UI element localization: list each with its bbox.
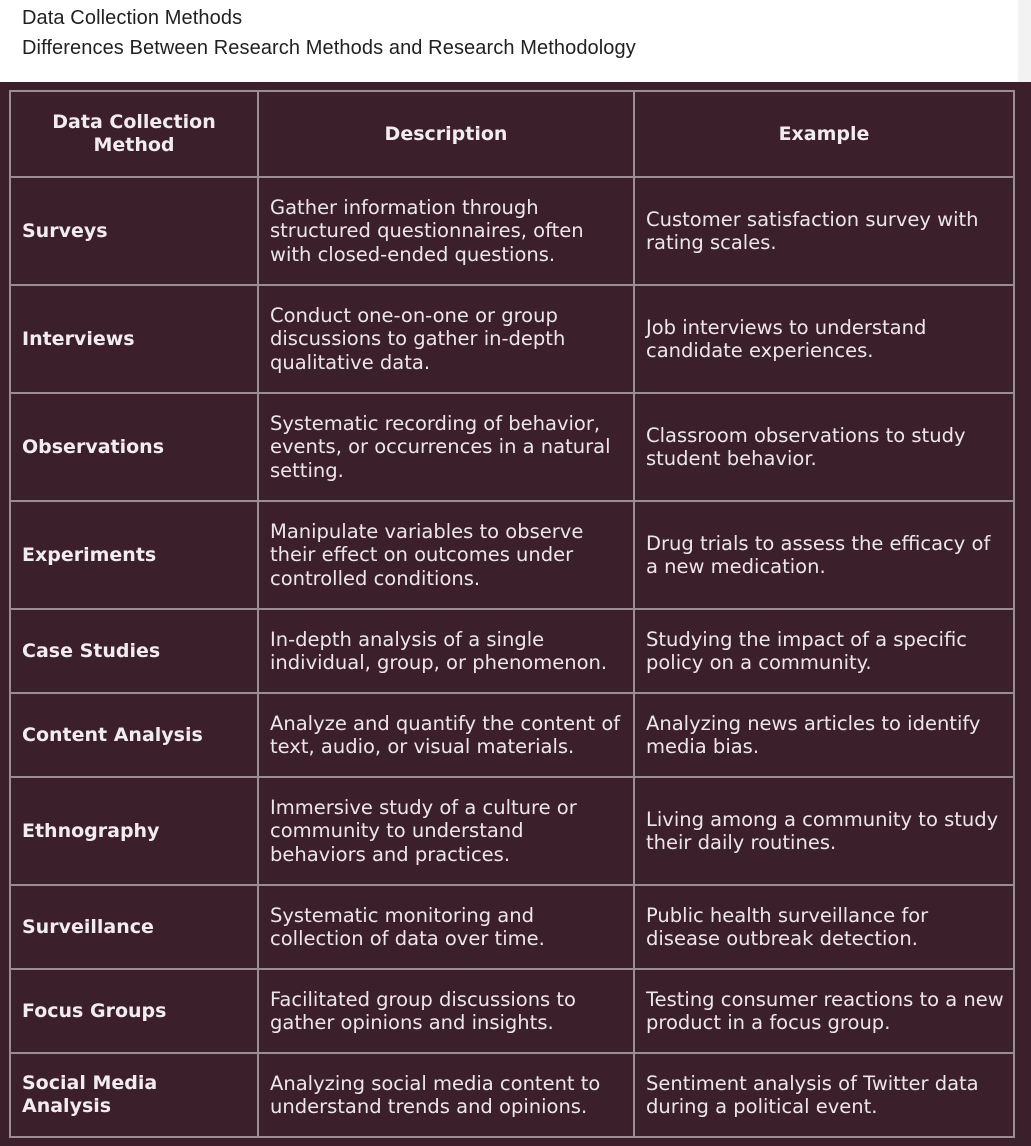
method-cell: Interviews: [10, 285, 258, 393]
description-cell: Immersive study of a culture or community to understand behaviors and practices.: [258, 777, 634, 885]
table-row: [10, 969, 1014, 1053]
method-cell: Focus Groups: [10, 969, 258, 1053]
column-header-example: Example: [634, 91, 1014, 177]
table-row: [10, 393, 1014, 501]
infographic-panel: [0, 82, 1031, 1146]
table-row: [10, 177, 1014, 285]
example-cell: Testing consumer reactions to a new product in a focus group.: [634, 969, 1014, 1053]
example-cell: Public health surveillance for disease outbreak detection.: [634, 885, 1014, 969]
method-cell: Observations: [10, 393, 258, 501]
description-cell: Systematic monitoring and collection of data over time.: [258, 885, 634, 969]
description-cell: Gather information through structured questionnaires, often with closed-ended questions.: [258, 177, 634, 285]
description-cell: Manipulate variables to observe their effect on outcomes under controlled conditions.: [258, 501, 634, 609]
description-cell: Facilitated group discussions to gather opinions and insights.: [258, 969, 634, 1053]
method-cell: Social Media Analysis: [10, 1053, 258, 1137]
description-cell: In-depth analysis of a single individual, group, or phenomenon.: [258, 609, 634, 693]
table-row: [10, 693, 1014, 777]
example-cell: Drug trials to assess the efficacy of a new medication.: [634, 501, 1014, 609]
table-row: [10, 609, 1014, 693]
example-cell: Customer satisfaction survey with rating scales.: [634, 177, 1014, 285]
method-cell: Surveillance: [10, 885, 258, 969]
description-cell: Analyze and quantify the content of text, audio, or visual materials.: [258, 693, 634, 777]
table-row: [10, 885, 1014, 969]
description-cell: Conduct one-on-one or group discussions to gather in-depth qualitative data.: [258, 285, 634, 393]
post-title: Data Collection Methods: [22, 7, 243, 29]
method-cell: Ethnography: [10, 777, 258, 885]
example-cell: Classroom observations to study student behavior.: [634, 393, 1014, 501]
description-cell: Systematic recording of behavior, events, or occurrences in a natural setting.: [258, 393, 634, 501]
example-cell: Job interviews to understand candidate experiences.: [634, 285, 1014, 393]
methods-table: [9, 90, 1015, 1138]
scroll-edge: [1018, 0, 1031, 82]
post-header: [0, 0, 1031, 82]
column-header-method: Data Collection Method: [10, 91, 258, 177]
table-row: [10, 777, 1014, 885]
method-cell: Content Analysis: [10, 693, 258, 777]
example-cell: Sentiment analysis of Twitter data during a political event.: [634, 1053, 1014, 1137]
column-header-description: Description: [258, 91, 634, 177]
table-row: [10, 1053, 1014, 1137]
post-subtitle: Differences Between Research Methods and Research Methodology: [22, 37, 636, 59]
method-cell: Case Studies: [10, 609, 258, 693]
example-cell: Living among a community to study their daily routines.: [634, 777, 1014, 885]
table-header-row: [10, 91, 1014, 177]
description-cell: Analyzing social media content to understand trends and opinions.: [258, 1053, 634, 1137]
method-cell: Surveys: [10, 177, 258, 285]
example-cell: Studying the impact of a specific policy on a community.: [634, 609, 1014, 693]
method-cell: Experiments: [10, 501, 258, 609]
table-row: [10, 501, 1014, 609]
table-row: [10, 285, 1014, 393]
example-cell: Analyzing news articles to identify media bias.: [634, 693, 1014, 777]
